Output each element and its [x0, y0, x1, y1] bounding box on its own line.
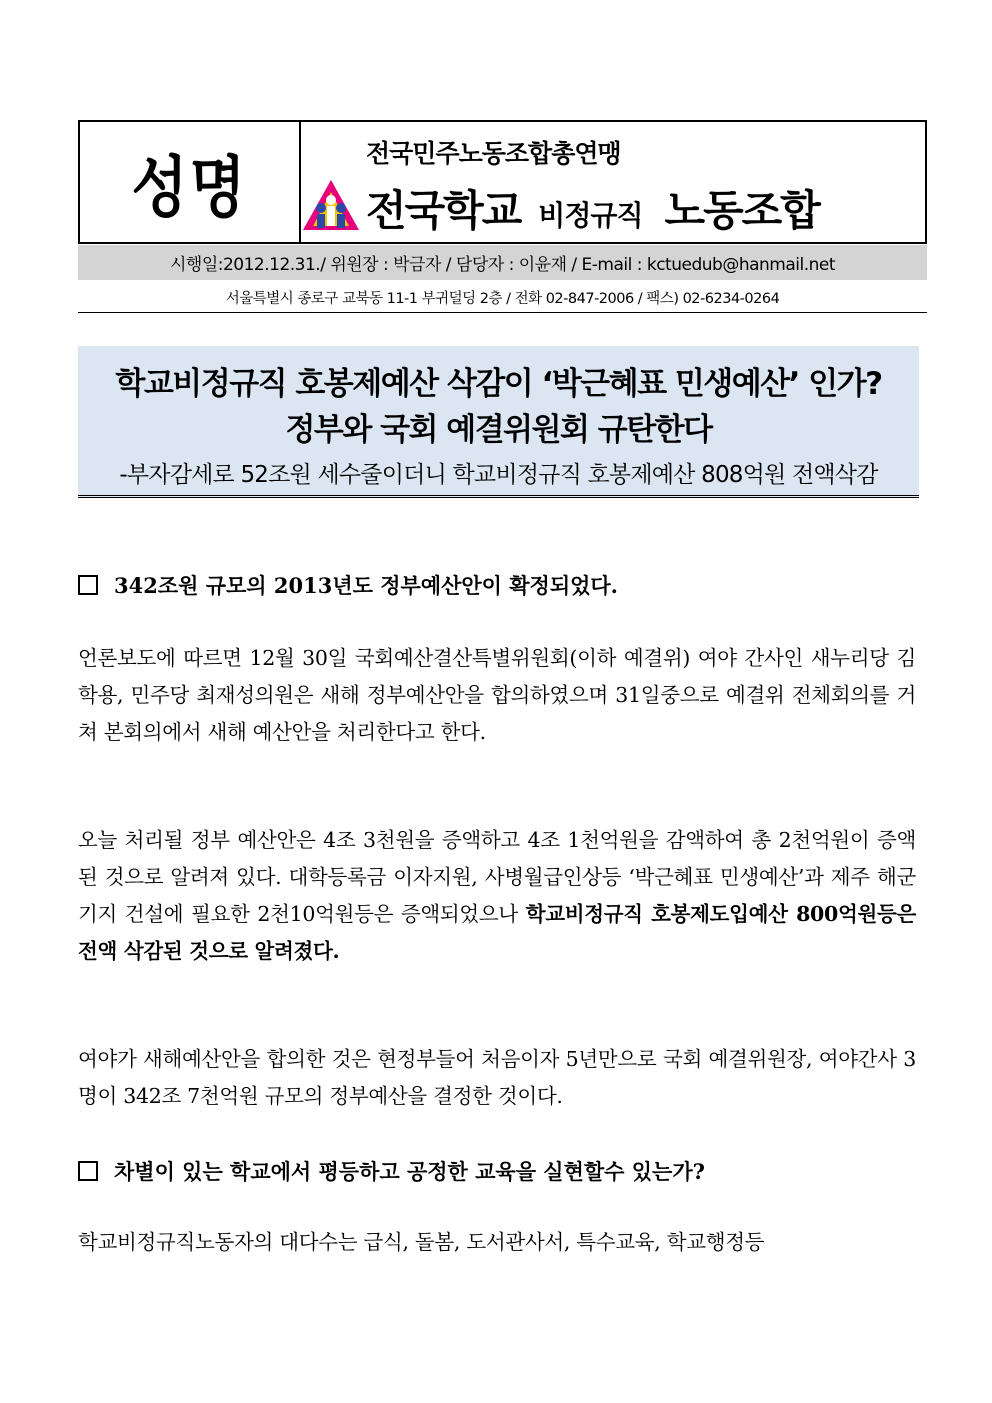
section-heading-1-text: 342조원 규모의 2013년도 정부예산안이 확정되었다.	[114, 573, 618, 598]
paragraph-2-emphasis: 학교비정규직 호봉제도입예산 800억원등은 전액 삭감된 것으로 알려졌다.	[78, 902, 916, 963]
people-triangle-icon	[301, 178, 361, 232]
checkbox-icon	[78, 1161, 98, 1181]
address-bar	[78, 284, 927, 310]
union-name-part1: 전국학교	[366, 186, 521, 235]
headline-box	[78, 346, 919, 498]
paragraph-4: 학교비정규직노동자의 대다수는 급식, 돌봄, 도서관사서, 특수교육, 학교행정등	[78, 1230, 765, 1254]
headline-line2: 정부와 국회 예결위원회 규탄한다	[285, 412, 712, 448]
union-name-part2: 비정규직	[538, 199, 643, 232]
section-heading-1	[78, 570, 618, 600]
federation-name: 전국민주노동조합총연맹	[366, 139, 621, 168]
paragraph-2-text: 오늘 처리될 정부 예산안은 4조 3천원을 증액하고 4조 1천억원을 감액하여 총 2천억원이 증액된 것으로 알려져 있다. 대학등록금 이자지원, 사병월급인상등 ‘박근혜표 민생예산’과 제주 해군기지 건설에 필요한 2천10억원등은 증액되었으나	[78, 828, 916, 926]
section-heading-2-text: 차별이 있는 학교에서 평등하고 공정한 교육을 실현할수 있는가?	[114, 1159, 705, 1184]
doc-type-cell	[80, 122, 301, 242]
paragraph-3: 여야가 새해예산안을 합의한 것은 현정부들어 처음이자 5년만으로 국회 예결위원장, 여야간사 3명이 342조 7천억원 규모의 정부예산을 결정한 것이다.	[78, 1047, 916, 1108]
address-divider	[78, 312, 927, 313]
checkbox-icon	[78, 575, 98, 595]
address-line: 서울특별시 종로구 교북동 11-1 부귀덜딩 2층 / 전화 02-847-2006 / 팩스) 02-6234-0264	[225, 290, 780, 307]
info-line: 시행일:2012.12.31./ 위원장 : 박금자 / 담당자 : 이윤재 / E-mail : kctuedub@hanmail.net	[169, 255, 836, 275]
doc-type-label: 성명	[131, 148, 248, 227]
headline-subtitle: -부자감세로 52조원 세수줄이더니 학교비정규직 호봉제예산 808억원 전액삭감	[119, 462, 878, 488]
paragraph-2	[78, 822, 916, 970]
union-name-part3: 노동조합	[664, 186, 819, 235]
section-heading-2	[78, 1156, 705, 1186]
paragraph-1: 언론보도에 따르면 12월 30일 국회예산결산특별위원회(이하 예결위) 여야 간사인 새누리당 김학용, 민주당 최재성의원은 새해 정부예산안을 합의하였으며 31일중으로 예결위 전체회의를 거쳐 본회의에서 새해 예산안을 처리한다고 한다.	[78, 646, 916, 744]
info-bar	[78, 245, 927, 280]
headline-line1: 학교비정규직 호봉제예산 삭감이 ‘박근혜표 민생예산’ 인가?	[115, 366, 882, 402]
union-name	[366, 178, 819, 238]
